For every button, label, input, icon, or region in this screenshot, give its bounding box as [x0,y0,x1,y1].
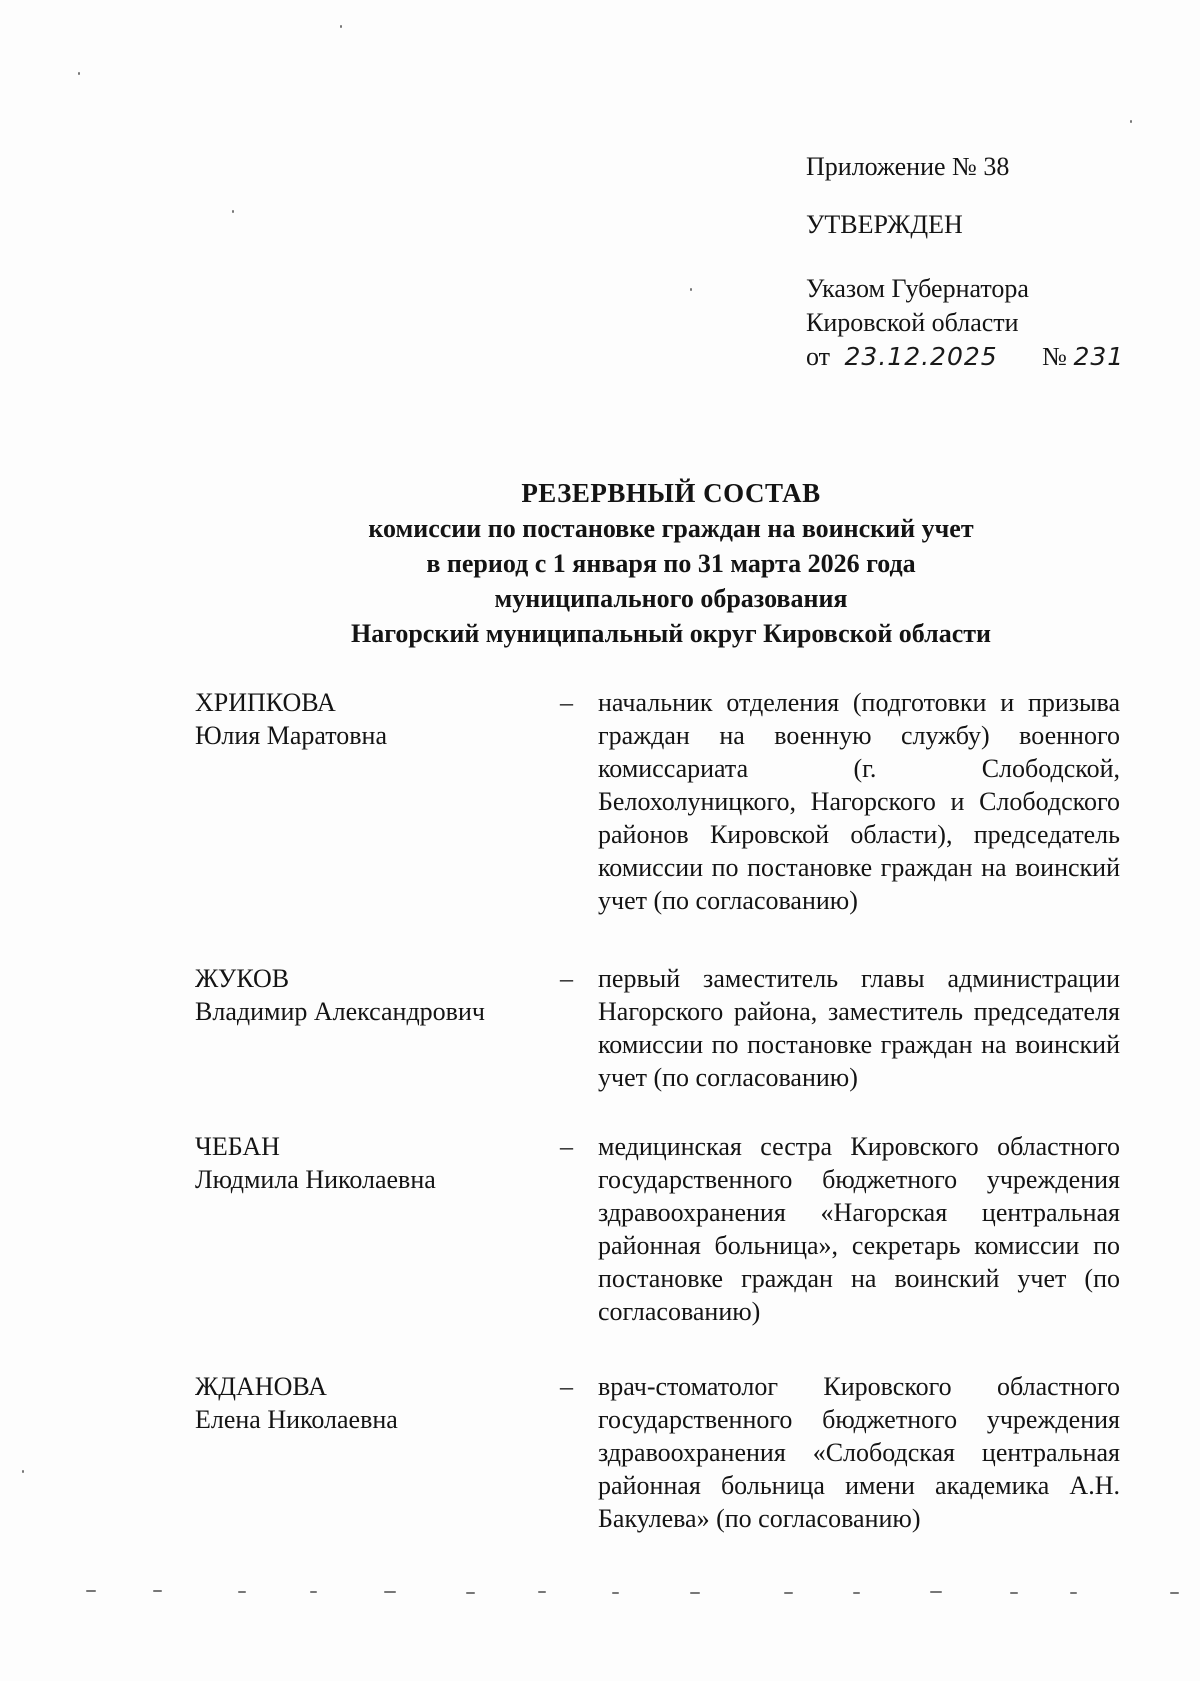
member-surname: ЖДАНОВА [195,1372,327,1401]
member-name [195,1370,560,1535]
scan-speck [784,1592,793,1594]
title-line-2: комиссии по постановке граждан на воинский учет [368,514,974,543]
members-list [195,686,1120,1535]
member-given-names: Юлия Маратовна [195,721,388,750]
scan-speck [22,1470,24,1473]
scan-speck [853,1592,860,1594]
member-description: медицинская сестра Кировского областного государственного бюджетного учреждения здравоохранения «Нагорская центральная районная больница», секретарь комиссии по постановке граждан на воинский учет (по согласованию) [598,1132,1120,1326]
member-entry [195,962,1120,1094]
handwritten-date: 23.12.2025 [844,342,998,371]
member-entry [195,1370,1120,1535]
title-line-4: муниципального образования [494,584,848,613]
decree-line-1: Указом Губернатора [806,274,1029,303]
scan-speck [153,1590,162,1592]
approved-label: УТВЕРЖДЕН [806,210,963,239]
member-name [195,1130,560,1328]
scan-speck [690,1592,700,1594]
scan-speck [340,25,342,28]
scan-speck [238,1591,246,1593]
member-given-names: Владимир Александрович [195,997,485,1026]
member-description: первый заместитель главы администрации Нагорского района, заместитель председателя комиссии по постановке граждан на воинский учет (по согласованию) [598,964,1120,1092]
dash-separator: – [560,688,573,717]
dash-separator: – [560,964,573,993]
member-entry [195,686,1120,917]
approval-block [806,150,1124,374]
title-line-3: в период с 1 января по 31 марта 2026 года [426,549,916,578]
scan-speck [538,1591,546,1593]
scan-speck [1130,120,1132,123]
appendix-label: Приложение № 38 [806,152,1010,181]
member-description: врач-стоматолог Кировского областного государственного бюджетного учреждения здравоохранения «Слободская центральная районная больница имени академика А.Н. Бакулева» (по согласованию) [598,1372,1120,1533]
document-title [0,476,1200,651]
member-surname: ЧЕБАН [195,1132,280,1161]
scan-speck [1010,1592,1018,1594]
scan-speck [232,210,234,213]
title-line-1: РЕЗЕРВНЫЙ СОСТАВ [521,478,821,508]
scan-speck [1070,1592,1077,1594]
member-description: начальник отделения (подготовки и призыва граждан на военную службу) военного комиссариата (г. Слободской, Белохолуницкого, Нагорского и Слободского районов Кировской области), председатель комиссии по постановке граждан на воинский учет (по согласованию) [598,688,1120,915]
scan-speck [384,1591,396,1593]
number-prefix: № [1042,342,1067,371]
dash-separator: – [560,1132,573,1161]
title-line-5: Нагорский муниципальный округ Кировской области [350,619,992,648]
decree-date-line [806,340,1124,374]
scan-speck [690,288,692,291]
member-name [195,686,560,917]
dash-separator: – [560,1372,573,1401]
scan-speck [86,1590,96,1592]
member-surname: ХРИПКОВА [195,688,336,717]
scan-speck [1170,1592,1179,1594]
member-given-names: Людмила Николаевна [195,1165,436,1194]
date-prefix: от [806,342,831,371]
member-entry [195,1130,1120,1328]
decree-line-2: Кировской области [806,308,1019,337]
scan-speck [466,1592,475,1594]
handwritten-number: 231 [1073,342,1125,371]
scan-speck [310,1591,317,1593]
scan-speck [930,1591,942,1593]
member-given-names: Елена Николаевна [195,1405,398,1434]
member-name [195,962,560,1094]
scan-speck [612,1592,619,1594]
scan-speck [78,72,80,75]
member-surname: ЖУКОВ [195,964,290,993]
